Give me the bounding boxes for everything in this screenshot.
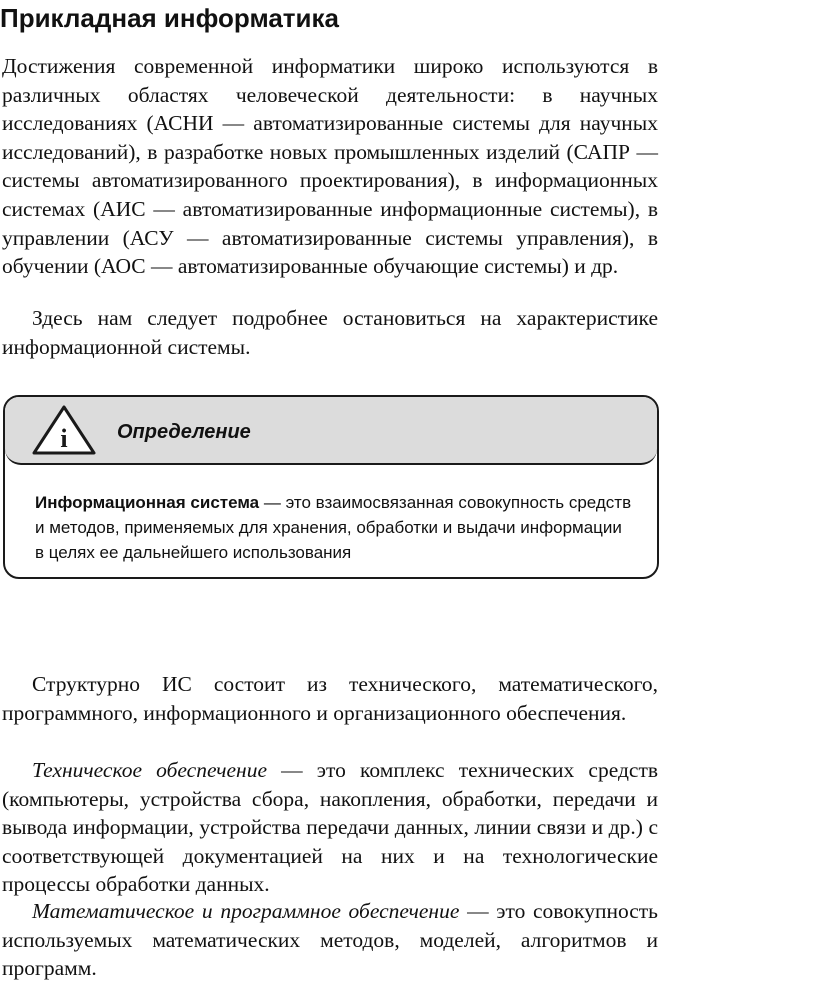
page-title: Прикладная информатика xyxy=(0,3,339,33)
paragraph-applications: Достижения современной информатики широко используются в различных областях человеческой деятельности: в научных исследованиях (АСНИ — автоматизированные системы для научных исследований), в разработке новых промышленных изделий (САПР — системы автоматизированного проектирования), в информационных системах (АИС — автоматизированные информационные системы), в управлении (АСУ — автоматизированные системы управления), в обучении (АОС — автоматизированные обучающие системы) и др. xyxy=(2,54,658,279)
definition-header xyxy=(5,397,657,465)
definition-heading: Определение xyxy=(117,421,251,443)
definition-box xyxy=(3,395,659,579)
paragraph-structure: Структурно ИС состоит из технического, математического, программного, информационного и организационного обеспечения. xyxy=(2,672,658,725)
paragraph-math-software-support xyxy=(2,897,658,983)
paragraph-technical-support xyxy=(2,756,658,899)
paragraph-information-system-intro: Здесь нам следует подробнее остановиться на характеристике информационной системы. xyxy=(2,306,658,359)
definition-term: Информационная система xyxy=(35,493,260,512)
technical-support-text: — это комплекс технических средств (компьютеры, устройства сбора, накопления, обработки, передачи и вывода информации, устройства передачи данных, линии связи и др.) с соответствующей документацией на них и на технологические процессы обработки данных. xyxy=(2,758,658,897)
info-warning-icon xyxy=(31,405,97,455)
technical-support-term: Техническое обеспечение xyxy=(32,758,267,782)
definition-text xyxy=(35,490,635,565)
definition-description: — это взаимосвязанная совокупность средств и методов, применяемых для хранения, обработки и выдачи информации в целях ее дальнейшего использования xyxy=(35,493,632,562)
info-icon-letter: i xyxy=(60,424,68,453)
math-software-term: Математическое и программное обеспечение xyxy=(32,899,460,923)
math-software-text: — это совокупность используемых математических методов, моделей, алгоритмов и программ. xyxy=(2,899,658,981)
